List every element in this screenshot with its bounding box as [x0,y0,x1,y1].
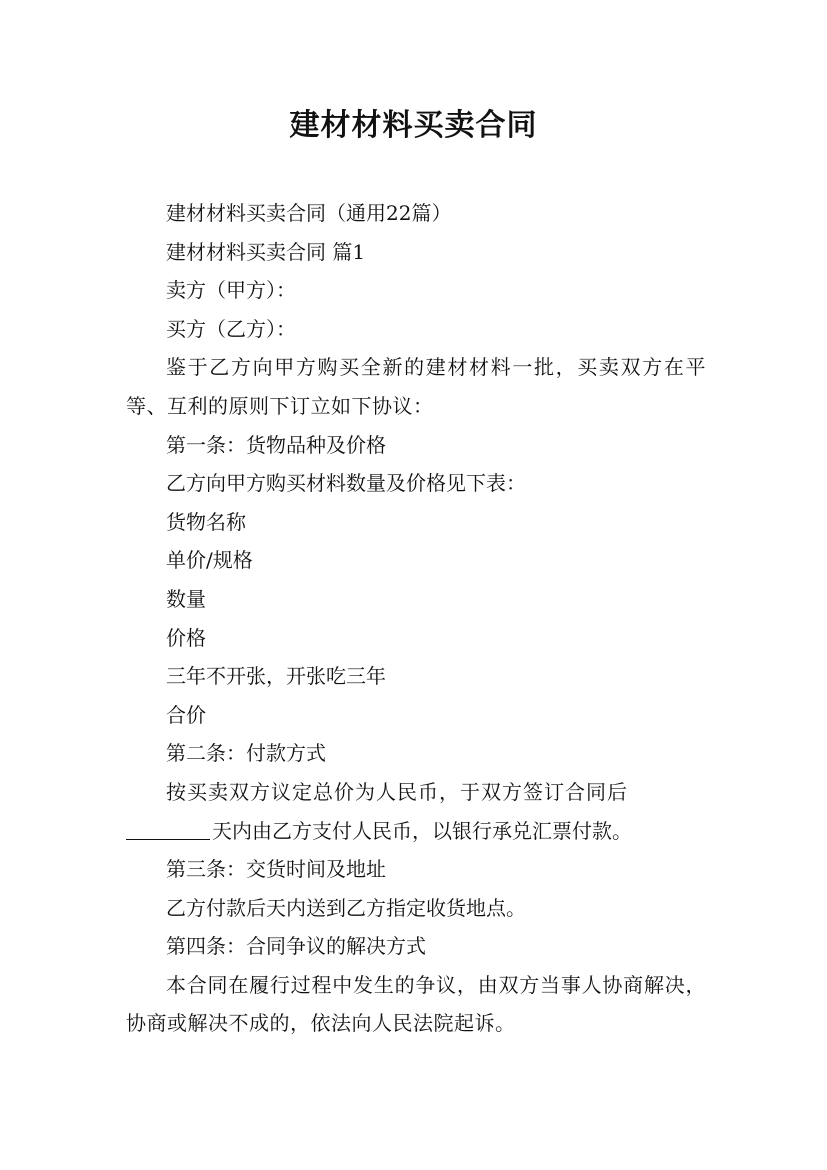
paragraph-delivery: 乙方付款后天内送到乙方指定收货地点。 [166,895,526,920]
paragraph-article-2: 第二条：付款方式 [166,741,326,766]
paragraph-payment-terms-cont [126,812,706,851]
paragraph-payment-terms: 按买卖双方议定总价为人民币，于双方签订合同后 [166,779,628,804]
paragraph-buyer: 买方（乙方）： [166,316,296,341]
paragraph-article-3: 第三条：交货时间及地址 [166,857,386,882]
paragraph-preamble: 鉴于乙方向甲方购买全新的建材材料一批，买卖双方在平等、互利的原则下订立如下协议： [126,355,706,418]
paragraph-dispute: 本合同在履行过程中发生的争议，由双方当事人协商解决，协商或解决不成的，依法向人民法院起诉。 [126,972,706,1036]
payment-terms-cont-text: 天内由乙方支付人民币，以银行承兑汇票付款。 [212,818,632,843]
paragraph-unit-price: 单价/规格 [166,548,253,573]
document-title: 建材材料买卖合同 [289,108,538,143]
paragraph-price: 价格 [166,625,206,650]
paragraph-subtitle: 建材材料买卖合同（通用22篇） [166,201,452,225]
blank-line [126,819,210,840]
paragraph-total: 合价 [166,702,206,727]
paragraph-quantity: 数量 [166,586,206,611]
paragraph-goods-name: 货物名称 [166,509,246,534]
paragraph-seller: 卖方（甲方）： [166,278,296,303]
paragraph-chapter-heading: 建材材料买卖合同 篇1 [166,239,366,264]
paragraph-article-4: 第四条：合同争议的解决方式 [166,934,426,959]
paragraph-table-intro: 乙方向甲方购买材料数量及价格见下表： [166,471,526,496]
document-body [126,194,706,1043]
paragraph-article-1: 第一条：货物品种及价格 [166,432,386,457]
paragraph-saying: 三年不开张，开张吃三年 [166,664,386,689]
